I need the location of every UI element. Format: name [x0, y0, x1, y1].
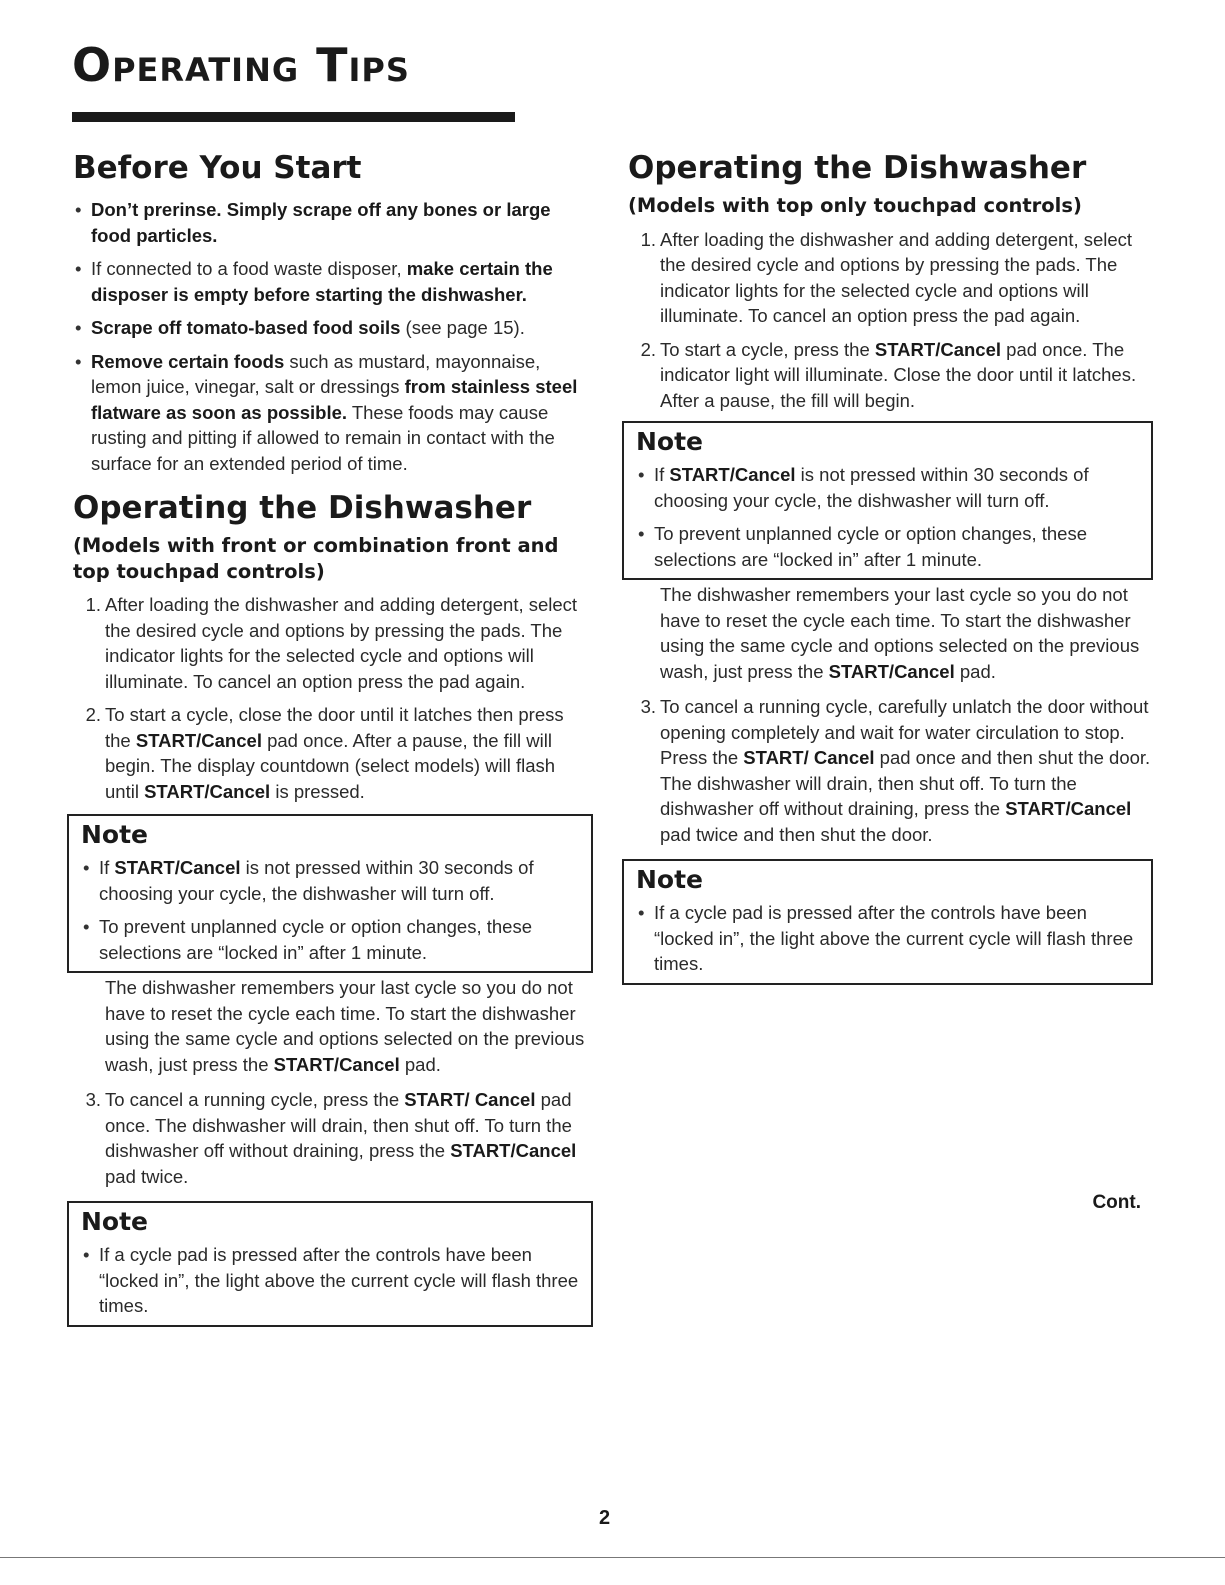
note-box: [67, 1201, 593, 1327]
note-item: [636, 462, 1139, 513]
text-run: After loading the dishwasher and adding detergent, select the desired cycle and options by pressing the pads. The indicator lights for the selected cycle and options will illuminate. To cancel an option press the pad again.: [105, 594, 578, 692]
operating-heading: Operating the Dishwasher: [73, 490, 532, 527]
operating-top-section: [628, 150, 1153, 985]
note-list: [636, 900, 1139, 977]
bold-text: make certain the disposer is empty before starting the dishwasher.: [91, 258, 553, 305]
step-number: 2.: [640, 338, 656, 360]
bold-text: START/Cancel: [874, 338, 1002, 360]
text-run: To cancel a running cycle, carefully unlatch the door without opening completely and wait for water circulation to stop. Press the: [660, 696, 1149, 769]
operating-subheading: (Models with top only touchpad controls): [628, 194, 1082, 218]
tip-item: [73, 349, 593, 477]
step-item: [628, 337, 1153, 414]
note-item: [636, 900, 1139, 977]
text-run: If a cycle pad is pressed after the controls have been “locked in”, the light above the current cycle will flash three times.: [99, 1244, 579, 1317]
tip-item: [73, 315, 593, 341]
text-run: To start a cycle, close the door until it latches then press the: [105, 704, 564, 751]
step-text: [660, 696, 1150, 845]
step-number: 1.: [85, 594, 101, 616]
step-text: [105, 594, 577, 692]
text-run: The dishwasher remembers your last cycle so you do not have to reset the cycle each time. To start the dishwasher using the same cycle and options selected on the previous wash, just press the: [660, 584, 1140, 682]
bottom-rule: [0, 1557, 1225, 1558]
step-number: 3.: [85, 1089, 101, 1111]
remembers-cycle-text: [628, 582, 1153, 684]
step-text: [660, 229, 1132, 327]
steps-list: [73, 592, 593, 804]
bold-text: from stainless steel flatware as soon as possible.: [91, 376, 578, 423]
note-box: [622, 859, 1153, 985]
step-item: [73, 1087, 593, 1189]
tip-item: [73, 197, 593, 248]
step-item: [73, 702, 593, 804]
before-you-start-section: [73, 150, 593, 476]
text-run: is not pressed within 30 seconds of choosing your cycle, the dishwasher will turn off.: [99, 857, 534, 904]
note-item: [81, 1242, 579, 1319]
text-run: These foods may cause rusting and pitting if allowed to remain in contact with the surface for an extended period of time.: [91, 401, 555, 474]
text-run: If: [99, 857, 115, 879]
bold-text: START/Cancel: [114, 857, 241, 879]
continued-label: Cont.: [1092, 1192, 1141, 1213]
text-run: pad once and then shut the door. The dishwasher will drain, then shut off. To turn the dishwasher off without draining, press the: [660, 747, 1151, 820]
text-run: To start a cycle, press the: [660, 338, 875, 360]
bold-text: START/Cancel: [135, 729, 262, 751]
note-item: [81, 914, 579, 965]
text-run: pad.: [954, 660, 996, 682]
title-underline: [72, 112, 515, 122]
text-run: is pressed.: [270, 780, 365, 802]
bold-text: START/ Cancel: [743, 747, 875, 769]
note-box: [622, 421, 1153, 580]
text-run: The dishwasher remembers your last cycle so you do not have to reset the cycle each time. To start the dishwasher using the same cycle and options selected on the previous wash, just press the: [105, 977, 585, 1075]
bold-text: START/Cancel: [1005, 798, 1132, 820]
step-number: 2.: [85, 704, 101, 726]
text-run: After loading the dishwasher and adding detergent, select the desired cycle and options by pressing the pads. The indicator lights for the selected cycle and options will illuminate. To cancel an option press the pad again.: [660, 228, 1133, 327]
bold-text: START/Cancel: [273, 1053, 400, 1075]
text-run: If: [654, 464, 670, 486]
step-number: 3.: [640, 696, 656, 718]
note-title: Note: [81, 1207, 149, 1237]
bold-text: Scrape off tomato-based food soils: [91, 317, 401, 339]
note-item: [81, 855, 579, 906]
bold-text: START/Cancel: [450, 1140, 577, 1162]
left-column: [73, 150, 593, 1327]
operating-subheading: (Models with front or combination front and top touchpad controls): [73, 534, 559, 583]
page-number: 2: [599, 1507, 611, 1529]
step-number: 1.: [640, 228, 656, 250]
text-run: pad once. The dishwasher will drain, then shut off. To turn the dishwasher off without draining, press the: [105, 1089, 572, 1162]
step-item: [628, 227, 1153, 329]
bold-text: START/Cancel: [144, 780, 271, 802]
note-list: [81, 855, 579, 965]
before-you-start-heading: Before You Start: [73, 150, 362, 186]
bold-text: START/ Cancel: [404, 1089, 536, 1111]
step-item: [73, 592, 593, 694]
operating-heading: Operating the Dishwasher: [628, 150, 1087, 186]
steps-list: [73, 1087, 593, 1189]
text-run: pad.: [399, 1053, 441, 1075]
bold-text: START/Cancel: [669, 464, 796, 486]
step-text: [105, 704, 564, 802]
note-title: Note: [636, 427, 704, 457]
step-text: [660, 339, 1136, 411]
note-title: Note: [636, 865, 704, 895]
remembers-cycle-text: [73, 975, 593, 1077]
text-run: If connected to a food waste disposer,: [91, 258, 407, 280]
steps-list: [628, 227, 1153, 414]
text-run: To prevent unplanned cycle or option changes, these selections are “locked in” after 1 minute.: [654, 523, 1087, 570]
text-run: pad twice.: [105, 1165, 189, 1187]
note-list: [81, 1242, 579, 1319]
note-box: [67, 814, 593, 973]
text-run: (see page 15).: [400, 317, 525, 339]
text-run: such as mustard, mayonnaise, lemon juice, vinegar, salt or dressings: [91, 350, 541, 398]
text-run: pad once. After a pause, the fill will begin. The display countdown (select models) will flash until: [105, 729, 556, 802]
note-list: [636, 462, 1139, 572]
before-you-start-list: [73, 197, 593, 476]
text-run: If a cycle pad is pressed after the controls have been “locked in”, the light above the current cycle will flash three times.: [654, 902, 1134, 975]
bold-text: Don’t prerinse. Simply scrape off any bones or large food particles.: [91, 199, 551, 246]
text-run: pad twice and then shut the door.: [660, 823, 933, 845]
text-run: To prevent unplanned cycle or option changes, these selections are “locked in” after 1 minute.: [99, 916, 532, 963]
right-column: [628, 150, 1153, 985]
step-text: [105, 1089, 576, 1187]
text-run: is not pressed within 30 seconds of choosing your cycle, the dishwasher will turn off.: [654, 464, 1089, 511]
step-item: [628, 694, 1153, 847]
note-title: Note: [81, 820, 149, 850]
note-item: [636, 521, 1139, 572]
operating-front-section: [73, 490, 593, 1326]
tip-item: [73, 256, 593, 307]
page-title: Operating Tips: [72, 38, 410, 92]
bold-text: START/Cancel: [828, 660, 955, 682]
text-run: To cancel a running cycle, press the: [105, 1089, 405, 1111]
bold-text: Remove certain foods: [91, 350, 285, 372]
steps-list: [628, 694, 1153, 847]
text-run: pad once. The indicator light will illuminate. Close the door until it latches. After a pause, the fill will begin.: [660, 338, 1137, 411]
